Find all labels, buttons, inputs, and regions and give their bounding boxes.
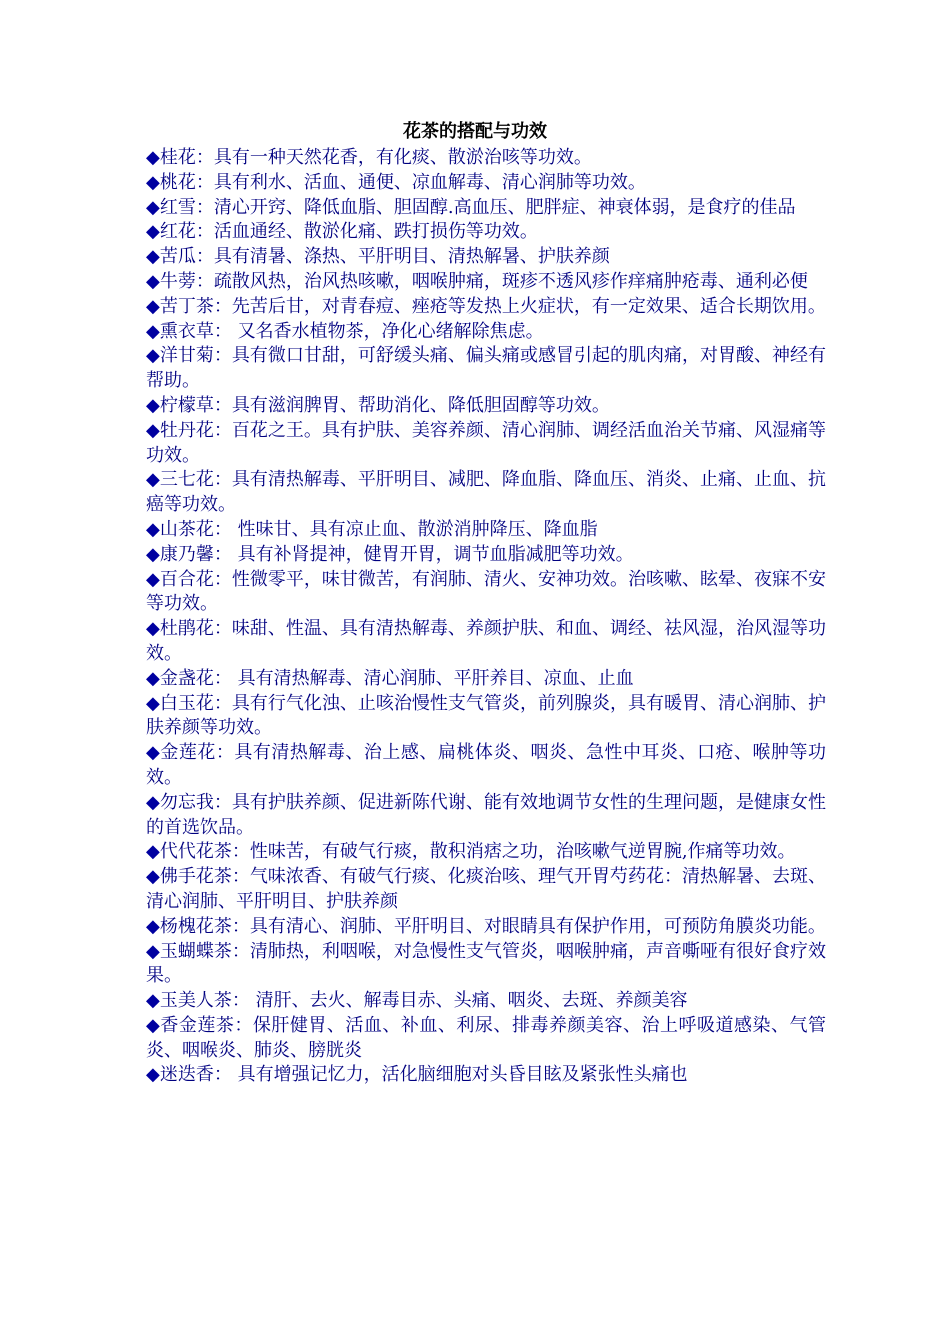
entry-text: 红花：活血通经、散淤化痛、跌打损伤等功效。 xyxy=(159,221,538,243)
diamond-bullet-icon: ◆ xyxy=(146,147,160,168)
diamond-bullet-icon: ◆ xyxy=(146,345,160,367)
list-item xyxy=(146,518,826,543)
list-item xyxy=(146,394,826,419)
entry-text: 百合花：性微零平，味甘微苦，有润肺、清火、安神功效。治咳嗽、眩晕、夜寐不安等功效。 xyxy=(146,568,827,615)
list-item xyxy=(146,568,826,618)
entry-text: 迷迭香： 具有增强记忆力，活化脑细胞对头昏目眩及紧张性头痛也 xyxy=(159,1064,688,1086)
diamond-bullet-icon: ◆ xyxy=(146,221,160,243)
entry-list xyxy=(146,146,826,1088)
list-item xyxy=(146,989,826,1014)
diamond-bullet-icon: ◆ xyxy=(146,320,160,342)
list-item xyxy=(146,692,826,742)
diamond-bullet-icon: ◆ xyxy=(146,915,160,937)
entry-text: 香金莲茶：保肝健胃、活血、补血、利尿、排毒养颜美容、治上呼吸道感染、气管炎、咽喉炎、肺炎、膀胱炎 xyxy=(146,1014,827,1061)
diamond-bullet-icon: ◆ xyxy=(146,1014,161,1036)
diamond-bullet-icon: ◆ xyxy=(146,742,161,764)
entry-text: 熏衣草： 又名香水植物茶，净化心绪解除焦虑。 xyxy=(159,320,544,342)
list-item xyxy=(146,468,826,518)
entry-text: 白玉花：具有行气化浊、止咳治慢性支气管炎，前列腺炎，具有暖胃、清心润肺、护肤养颜等功效。 xyxy=(146,692,827,739)
diamond-bullet-icon: ◆ xyxy=(146,419,160,441)
entry-text: 玉蝴蝶茶：清肺热，利咽喉，对急慢性支气管炎，咽喉肿痛，声音嘶哑有很好食疗效果。 xyxy=(146,940,827,987)
diamond-bullet-icon: ◆ xyxy=(146,618,160,640)
list-item xyxy=(146,270,826,295)
diamond-bullet-icon: ◆ xyxy=(146,246,160,268)
diamond-bullet-icon: ◆ xyxy=(146,196,160,218)
diamond-bullet-icon: ◆ xyxy=(146,866,160,888)
entry-text: 三七花：具有清热解毒、平肝明目、减肥、降血脂、降血压、消炎、止痛、止血、抗癌等功效。 xyxy=(146,469,827,516)
list-item xyxy=(146,419,826,469)
list-item xyxy=(146,915,826,940)
list-item xyxy=(146,171,826,196)
entry-text: 杨槐花茶：具有清心、润肺、平肝明目、对眼睛具有保护作用，可预防角膜炎功能。 xyxy=(159,915,826,937)
entry-text: 山茶花： 性味甘、具有凉止血、散淤消肿降压、降血脂 xyxy=(159,518,598,540)
entry-text: 牡丹花：百花之王。具有护肤、美容养颜、清心润肺、调经活血治关节痛、风湿痛等功效。 xyxy=(146,419,827,466)
entry-text: 勿忘我：具有护肤养颜、促进新陈代谢、能有效地调节女性的生理问题，是健康女性的首选饮品。 xyxy=(146,791,827,838)
entry-text: 苦瓜：具有清暑、涤热、平肝明目、清热解暑、护肤养颜 xyxy=(159,246,610,268)
list-item xyxy=(146,1063,826,1088)
entry-text: 金莲花：具有清热解毒、治上感、扁桃体炎、咽炎、急性中耳炎、口疮、喉肿等功效。 xyxy=(146,742,827,788)
diamond-bullet-icon: ◆ xyxy=(146,171,160,193)
list-item xyxy=(146,344,826,394)
list-item xyxy=(146,940,826,990)
diamond-bullet-icon: ◆ xyxy=(146,568,160,590)
diamond-bullet-icon: ◆ xyxy=(146,692,160,714)
diamond-bullet-icon: ◆ xyxy=(146,518,160,540)
entry-text: 代代花茶：性味苦，有破气行痰，散积消痞之功，治咳嗽气逆胃腕,作痛等功效。 xyxy=(159,841,796,863)
list-item xyxy=(146,791,826,841)
list-item xyxy=(146,146,826,171)
list-item xyxy=(146,1014,826,1064)
entry-text: 苦丁茶：先苦后甘，对青春痘、痤疮等发热上火症状，有一定效果、适合长期饮用。 xyxy=(159,295,826,317)
diamond-bullet-icon: ◆ xyxy=(146,270,160,292)
list-item xyxy=(146,865,826,915)
document-title: 花茶的搭配与功效 xyxy=(403,121,547,142)
list-item xyxy=(146,295,826,320)
list-item xyxy=(146,741,826,791)
entry-text: 佛手花茶：气味浓香、有破气行痰、化痰治咳、理气开胃芍药花：清热解暑、去斑、清心润肺、平肝明目、护肤养颜 xyxy=(146,866,827,912)
diamond-bullet-icon: ◆ xyxy=(146,841,160,863)
list-item xyxy=(146,196,826,221)
list-item xyxy=(146,840,826,865)
list-item xyxy=(146,617,826,667)
entry-text: 金盏花： 具有清热解毒、清心润肺、平肝养目、凉血、止血 xyxy=(159,667,634,689)
list-item xyxy=(146,220,826,245)
entry-text: 康乃馨： 具有补肾提神，健胃开胃，调节血脂减肥等功效。 xyxy=(159,543,634,565)
entry-text: 红雪：清心开窍、降低血脂、胆固醇.高血压、肥胖症、神衰体弱，是食疗的佳品 xyxy=(159,196,796,218)
list-item xyxy=(146,320,826,345)
diamond-bullet-icon: ◆ xyxy=(146,543,160,565)
diamond-bullet-icon: ◆ xyxy=(146,667,160,689)
list-item xyxy=(146,667,826,692)
entry-text: 玉美人茶： 清肝、去火、解毒目赤、头痛、咽炎、去斑、养颜美容 xyxy=(159,990,688,1012)
diamond-bullet-icon: ◆ xyxy=(146,940,160,962)
diamond-bullet-icon: ◆ xyxy=(146,295,160,317)
entry-text: 桃花：具有利水、活血、通便、凉血解毒、清心润肺等功效。 xyxy=(159,171,646,193)
entry-text: 柠檬草：具有滋润脾胃、帮助消化、降低胆固醇等功效。 xyxy=(159,394,610,416)
entry-text: 桂花：具有一种天然花香，有化痰、散淤治咳等功效。 xyxy=(159,147,592,168)
diamond-bullet-icon: ◆ xyxy=(146,791,160,813)
entry-text: 杜鹃花：味甜、性温、具有清热解毒、养颜护肤、和血、调经、祛风湿，治风湿等功效。 xyxy=(146,618,827,664)
diamond-bullet-icon: ◆ xyxy=(146,469,160,491)
diamond-bullet-icon: ◆ xyxy=(146,394,160,416)
diamond-bullet-icon: ◆ xyxy=(146,1064,160,1086)
entry-text: 牛蒡：疏散风热，治风热咳嗽，咽喉肿痛，斑疹不透风疹作痒痛肿疮毒、通利必便 xyxy=(159,270,808,292)
list-item xyxy=(146,543,826,568)
list-item xyxy=(146,245,826,270)
diamond-bullet-icon: ◆ xyxy=(146,990,160,1012)
entry-text: 洋甘菊：具有微口甘甜，可舒缓头痛、偏头痛或感冒引起的肌肉痛，对胃酸、神经有帮助。 xyxy=(146,345,827,392)
